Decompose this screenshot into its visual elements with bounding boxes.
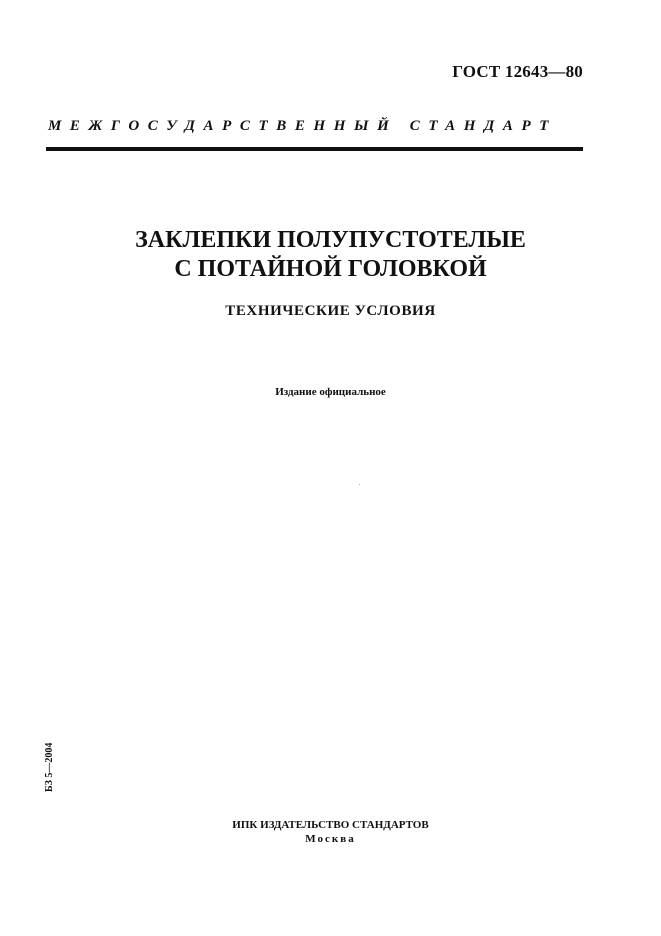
title-line-2: С ПОТАЙНОЙ ГОЛОВКОЙ bbox=[174, 256, 487, 282]
speck bbox=[359, 484, 360, 485]
side-code: БЗ 5—2004 bbox=[44, 742, 55, 792]
document-subtitle: ТЕХНИЧЕСКИЕ УСЛОВИЯ bbox=[225, 303, 436, 319]
title-line-1: ЗАКЛЕПКИ ПОЛУПУСТОТЕЛЫЕ bbox=[135, 227, 526, 253]
doc-number: ГОСТ 12643—80 bbox=[452, 62, 583, 81]
header-rule bbox=[46, 147, 583, 151]
edition-note: Издание официальное bbox=[275, 386, 386, 398]
standard-type-heading: МЕЖГОСУДАРСТВЕННЫЙ СТАНДАРТ bbox=[48, 118, 558, 134]
document-title bbox=[0, 226, 661, 284]
publisher-city: Москва bbox=[305, 833, 356, 845]
publisher-name: ИПК ИЗДАТЕЛЬСТВО СТАНДАРТОВ bbox=[232, 819, 429, 831]
publisher-block bbox=[0, 818, 661, 846]
